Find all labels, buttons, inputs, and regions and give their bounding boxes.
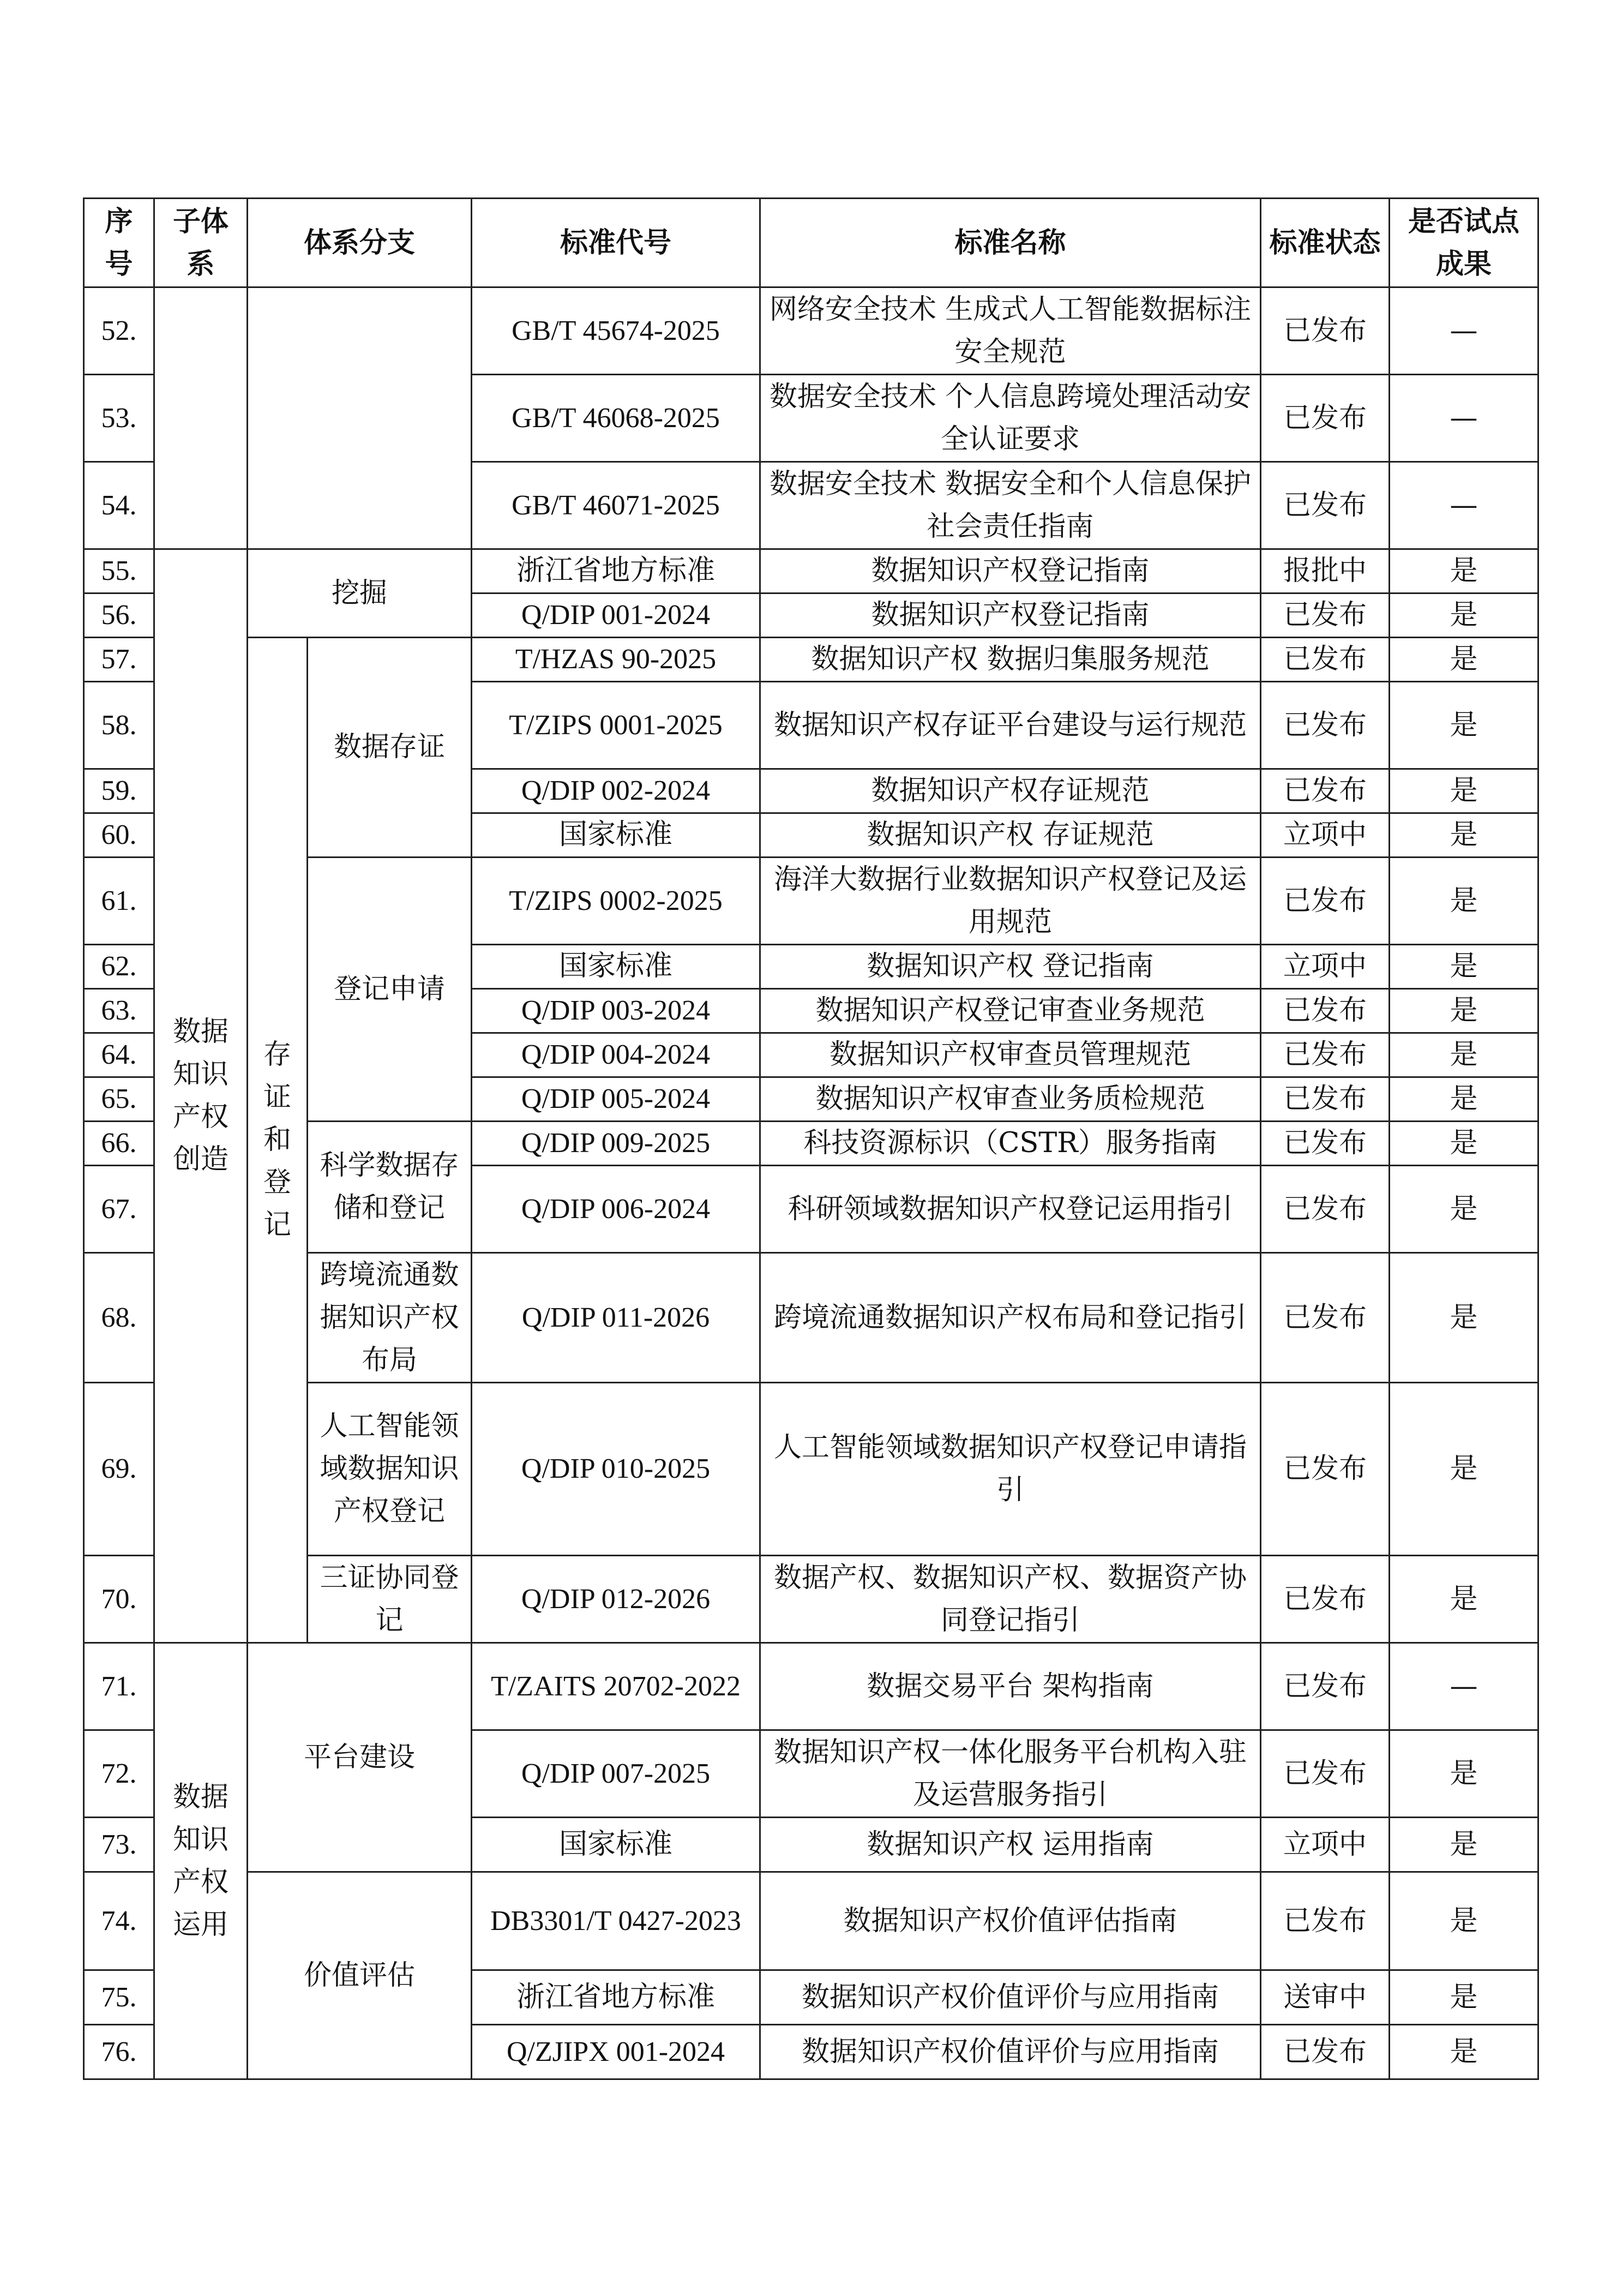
row-code: DB3301/T 0427-2023 [472,1872,760,1970]
row-name: 数据知识产权价值评价与应用指南 [760,1970,1261,2025]
row-pilot: 是 [1390,1970,1538,2025]
row-status: 已发布 [1261,287,1390,375]
row-status: 立项中 [1261,945,1390,989]
row-code: Q/DIP 004-2024 [472,1033,760,1077]
standards-table [83,197,1539,2080]
header-seq: 序号 [84,199,154,287]
row-status: 已发布 [1261,2025,1390,2079]
row-seq: 61. [84,858,154,945]
row-pilot: 是 [1390,1730,1538,1818]
sub-branch-cell: 跨境流通数据知识产权布局 [308,1253,472,1383]
header-subsystem: 子体系 [154,199,248,287]
row-code: Q/DIP 002-2024 [472,769,760,813]
row-pilot: 是 [1390,1253,1538,1383]
row-seq: 55. [84,549,154,594]
row-seq: 71. [84,1643,154,1730]
row-status: 已发布 [1261,682,1390,769]
row-status: 已发布 [1261,1730,1390,1818]
row-pilot: 是 [1390,2025,1538,2079]
row-status: 已发布 [1261,989,1390,1033]
row-status: 已发布 [1261,1166,1390,1253]
row-pilot: 是 [1390,1166,1538,1253]
sub-branch-cell: 科学数据存储和登记 [308,1122,472,1253]
row-seq: 63. [84,989,154,1033]
row-pilot: — [1390,1643,1538,1730]
row-seq: 56. [84,594,154,638]
row-code: 浙江省地方标准 [472,549,760,594]
row-code: 国家标准 [472,813,760,858]
row-name: 人工智能领域数据知识产权登记申请指引 [760,1383,1261,1556]
subsystem-cell: 数据知识产权创造 [154,549,248,1643]
row-pilot: 是 [1390,594,1538,638]
row-name: 数据知识产权价值评估指南 [760,1872,1261,1970]
row-name: 数据知识产权 数据归集服务规范 [760,638,1261,682]
row-pilot: 是 [1390,682,1538,769]
row-pilot: — [1390,375,1538,462]
row-status: 已发布 [1261,1872,1390,1970]
row-status: 已发布 [1261,1033,1390,1077]
row-seq: 57. [84,638,154,682]
row-seq: 60. [84,813,154,858]
row-status: 已发布 [1261,769,1390,813]
row-seq: 68. [84,1253,154,1383]
row-code: Q/DIP 003-2024 [472,989,760,1033]
row-seq: 66. [84,1122,154,1166]
row-status: 送审中 [1261,1970,1390,2025]
row-seq: 67. [84,1166,154,1253]
row-name: 数据知识产权 存证规范 [760,813,1261,858]
row-name: 数据知识产权登记指南 [760,594,1261,638]
row-name: 数据知识产权审查业务质检规范 [760,1077,1261,1122]
row-pilot: 是 [1390,1122,1538,1166]
row-code: Q/DIP 006-2024 [472,1166,760,1253]
row-pilot: 是 [1390,1077,1538,1122]
branch-cell-empty [248,287,472,549]
row-status: 已发布 [1261,1077,1390,1122]
row-code: 国家标准 [472,1818,760,1872]
header-name: 标准名称 [760,199,1261,287]
row-seq: 72. [84,1730,154,1818]
row-name: 数据知识产权一体化服务平台机构入驻及运营服务指引 [760,1730,1261,1818]
row-name: 海洋大数据行业数据知识产权登记及运用规范 [760,858,1261,945]
subsystem-cell: 数据知识产权运用 [154,1643,248,2079]
table-row [84,1872,1538,1970]
row-seq: 65. [84,1077,154,1122]
row-name: 数据知识产权 登记指南 [760,945,1261,989]
row-seq: 74. [84,1872,154,1970]
row-name: 数据知识产权审查员管理规范 [760,1033,1261,1077]
header-pilot: 是否试点成果 [1390,199,1538,287]
row-name: 跨境流通数据知识产权布局和登记指引 [760,1253,1261,1383]
row-status: 已发布 [1261,1643,1390,1730]
row-seq: 70. [84,1556,154,1643]
row-seq: 76. [84,2025,154,2079]
row-code: Q/DIP 001-2024 [472,594,760,638]
table-row [84,287,1538,375]
table-row [84,638,1538,682]
row-name: 数据交易平台 架构指南 [760,1643,1261,1730]
row-pilot: 是 [1390,638,1538,682]
row-code: Q/DIP 005-2024 [472,1077,760,1122]
row-code: Q/ZJIPX 001-2024 [472,2025,760,2079]
row-status: 已发布 [1261,858,1390,945]
row-name: 数据安全技术 个人信息跨境处理活动安全认证要求 [760,375,1261,462]
row-status: 已发布 [1261,375,1390,462]
row-status: 已发布 [1261,1253,1390,1383]
row-pilot: 是 [1390,813,1538,858]
row-seq: 62. [84,945,154,989]
row-code: GB/T 46071-2025 [472,462,760,549]
row-pilot: 是 [1390,549,1538,594]
branch-cell: 存证和登记 [248,638,308,1643]
header-branch: 体系分支 [248,199,472,287]
table-row [84,1643,1538,1730]
row-pilot: 是 [1390,989,1538,1033]
row-code: T/ZIPS 0002-2025 [472,858,760,945]
row-pilot: — [1390,287,1538,375]
row-status: 已发布 [1261,1122,1390,1166]
row-name: 数据安全技术 数据安全和个人信息保护社会责任指南 [760,462,1261,549]
row-code: T/ZIPS 0001-2025 [472,682,760,769]
branch-cell: 挖掘 [248,549,472,638]
row-name: 数据知识产权存证规范 [760,769,1261,813]
row-code: GB/T 46068-2025 [472,375,760,462]
row-pilot: 是 [1390,1556,1538,1643]
row-pilot: 是 [1390,1033,1538,1077]
row-pilot: 是 [1390,945,1538,989]
row-pilot: 是 [1390,1872,1538,1970]
row-code: T/HZAS 90-2025 [472,638,760,682]
row-seq: 52. [84,287,154,375]
sub-branch-cell: 数据存证 [308,638,472,858]
row-name: 科技资源标识（CSTR）服务指南 [760,1122,1261,1166]
row-seq: 59. [84,769,154,813]
row-status: 立项中 [1261,1818,1390,1872]
row-seq: 75. [84,1970,154,2025]
row-seq: 58. [84,682,154,769]
row-pilot: 是 [1390,769,1538,813]
branch-cell: 平台建设 [248,1643,472,1872]
sub-branch-cell: 人工智能领域数据知识产权登记 [308,1383,472,1556]
row-name: 数据产权、数据知识产权、数据资产协同登记指引 [760,1556,1261,1643]
row-name: 科研领域数据知识产权登记运用指引 [760,1166,1261,1253]
row-seq: 64. [84,1033,154,1077]
row-seq: 53. [84,375,154,462]
row-code: T/ZAITS 20702-2022 [472,1643,760,1730]
row-code: 国家标准 [472,945,760,989]
sub-branch-cell: 三证协同登记 [308,1556,472,1643]
header-status: 标准状态 [1261,199,1390,287]
row-code: Q/DIP 011-2026 [472,1253,760,1383]
row-code: GB/T 45674-2025 [472,287,760,375]
row-name: 数据知识产权存证平台建设与运行规范 [760,682,1261,769]
table-row [84,549,1538,594]
row-status: 已发布 [1261,1383,1390,1556]
row-pilot: — [1390,462,1538,549]
row-seq: 69. [84,1383,154,1556]
row-code: Q/DIP 007-2025 [472,1730,760,1818]
row-status: 报批中 [1261,549,1390,594]
row-name: 数据知识产权登记审查业务规范 [760,989,1261,1033]
sub-branch-cell: 登记申请 [308,858,472,1122]
header-code: 标准代号 [472,199,760,287]
row-seq: 73. [84,1818,154,1872]
row-code: Q/DIP 010-2025 [472,1383,760,1556]
row-name: 网络安全技术 生成式人工智能数据标注安全规范 [760,287,1261,375]
row-pilot: 是 [1390,1383,1538,1556]
row-code: Q/DIP 012-2026 [472,1556,760,1643]
row-status: 立项中 [1261,813,1390,858]
row-name: 数据知识产权 运用指南 [760,1818,1261,1872]
row-name: 数据知识产权价值评价与应用指南 [760,2025,1261,2079]
row-status: 已发布 [1261,1556,1390,1643]
row-name: 数据知识产权登记指南 [760,549,1261,594]
row-code: Q/DIP 009-2025 [472,1122,760,1166]
table-header-row [84,199,1538,287]
branch-cell: 价值评估 [248,1872,472,2079]
row-status: 已发布 [1261,638,1390,682]
row-pilot: 是 [1390,1818,1538,1872]
row-code: 浙江省地方标准 [472,1970,760,2025]
row-status: 已发布 [1261,462,1390,549]
row-pilot: 是 [1390,858,1538,945]
row-status: 已发布 [1261,594,1390,638]
subsystem-cell-empty [154,287,248,549]
row-seq: 54. [84,462,154,549]
